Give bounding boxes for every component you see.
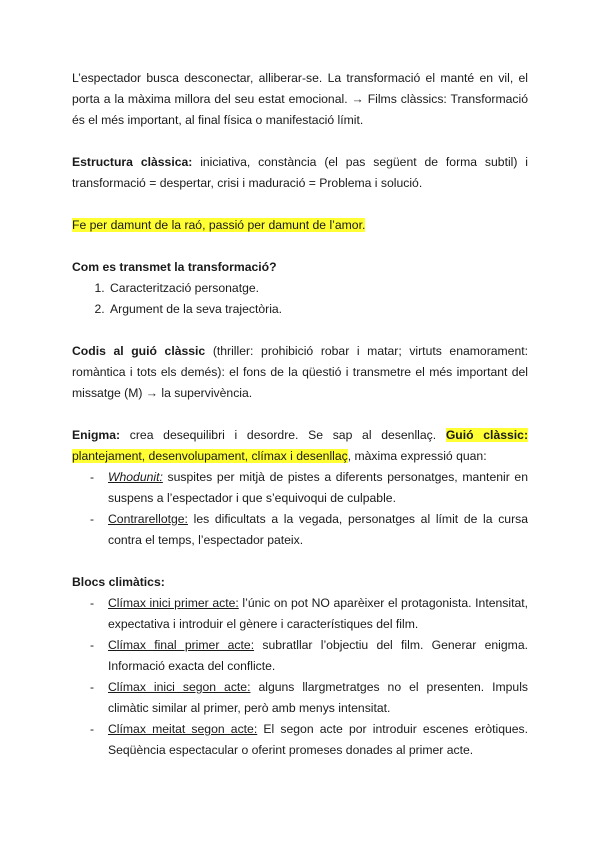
codes-paragraph <box>72 341 528 404</box>
structure-text: iniciativa, constància (el pas següent de forma subtil) i transformació = despertar, crisi i maduració = Problema i solució. <box>72 155 529 190</box>
classic-script-label: Guió clàssic: <box>445 428 528 442</box>
list-text: El segon acte por introduir escenes eròtiques. Seqüència espectacular o oferint promeses donades al primer acte. <box>108 722 529 757</box>
highlight-quote <box>72 215 528 236</box>
list-term: Contrarellotge: <box>108 512 188 526</box>
enigma-text: crea desequilibri i desordre. Se sap al desenllaç. <box>120 428 446 442</box>
climax-blocks-heading: Blocs climàtics: <box>72 575 165 589</box>
list-item <box>72 719 528 761</box>
list-item: 1. Caracterització personatge. <box>108 278 528 299</box>
list-text: subratllar l’objectiu del film. Generar enigma. Informació exacta del conflicte. <box>108 638 528 673</box>
codes-text: (thriller: prohibició robar i matar; virtuts enamorament: romàntica i tots els demés): el fons de la qüestió i transmetre el més important del missatge (M) → la supervivència. <box>72 344 529 400</box>
transmission-heading: Com es transmet la transformació? <box>72 260 277 274</box>
list-term: Clímax final primer acte: <box>108 638 255 652</box>
list-text: alguns llargmetratges no el presenten. Impuls climàtic similar al primer, però amb menys intensitat. <box>108 680 529 715</box>
enigma-paragraph <box>72 425 528 467</box>
list-term: Clímax meitat segon acte: <box>108 722 258 736</box>
codes-label: Codis al guió clàssic <box>72 344 206 358</box>
whodunit-term: Whodunit: <box>108 470 163 484</box>
dash-bullet: - <box>90 470 95 484</box>
dash-bullet: - <box>90 596 95 610</box>
intro-paragraph: L’espectador busca desconectar, alliberar-se. La transformació el manté en vil, el porta a la màxima millora del seu estat emocional. → Films clàssics: Transformació és el més important, al final física o manifestació límit. <box>72 71 528 127</box>
dash-bullet: - <box>90 638 95 652</box>
enigma-list <box>72 467 528 551</box>
enigma-text-end: , màxima expressió quan: <box>347 449 487 463</box>
list-text: les dificultats a la vegada, personatges al límit de la cursa contra el temps, l’espectador pateix. <box>108 512 528 547</box>
dash-bullet: - <box>90 680 95 694</box>
list-item: 2. Argument de la seva trajectòria. <box>108 299 528 320</box>
enigma-label: Enigma: <box>72 428 121 442</box>
classic-script-phases: plantejament, desenvolupament, clímax i desenllaç <box>72 449 348 463</box>
structure-paragraph <box>72 152 528 194</box>
transmission-list <box>72 278 528 320</box>
list-item <box>72 593 528 635</box>
dash-bullet: - <box>90 512 95 526</box>
structure-label: Estructura clàssica: <box>72 155 193 169</box>
list-item <box>72 677 528 719</box>
highlighted-quote-text: Fe per damunt de la raó, passió per damunt de l’amor. <box>72 218 366 232</box>
list-term: Clímax inici segon acte: <box>108 680 251 694</box>
dash-bullet: - <box>90 722 95 736</box>
list-text: l’únic on pot NO aparèixer el protagonista. Intensitat, expectativa i introduir el gènere i característiques del film. <box>108 596 529 631</box>
climax-list <box>72 593 528 761</box>
list-item <box>72 467 528 509</box>
list-term <box>108 470 163 484</box>
list-item <box>72 509 528 551</box>
list-item <box>72 635 528 677</box>
list-text: suspites per mitjà de pistes a diferents personatges, mantenir en suspens a l’espectador i que s’equivoqui de culpable. <box>108 470 528 505</box>
list-term: Clímax inici primer acte: <box>108 596 239 610</box>
